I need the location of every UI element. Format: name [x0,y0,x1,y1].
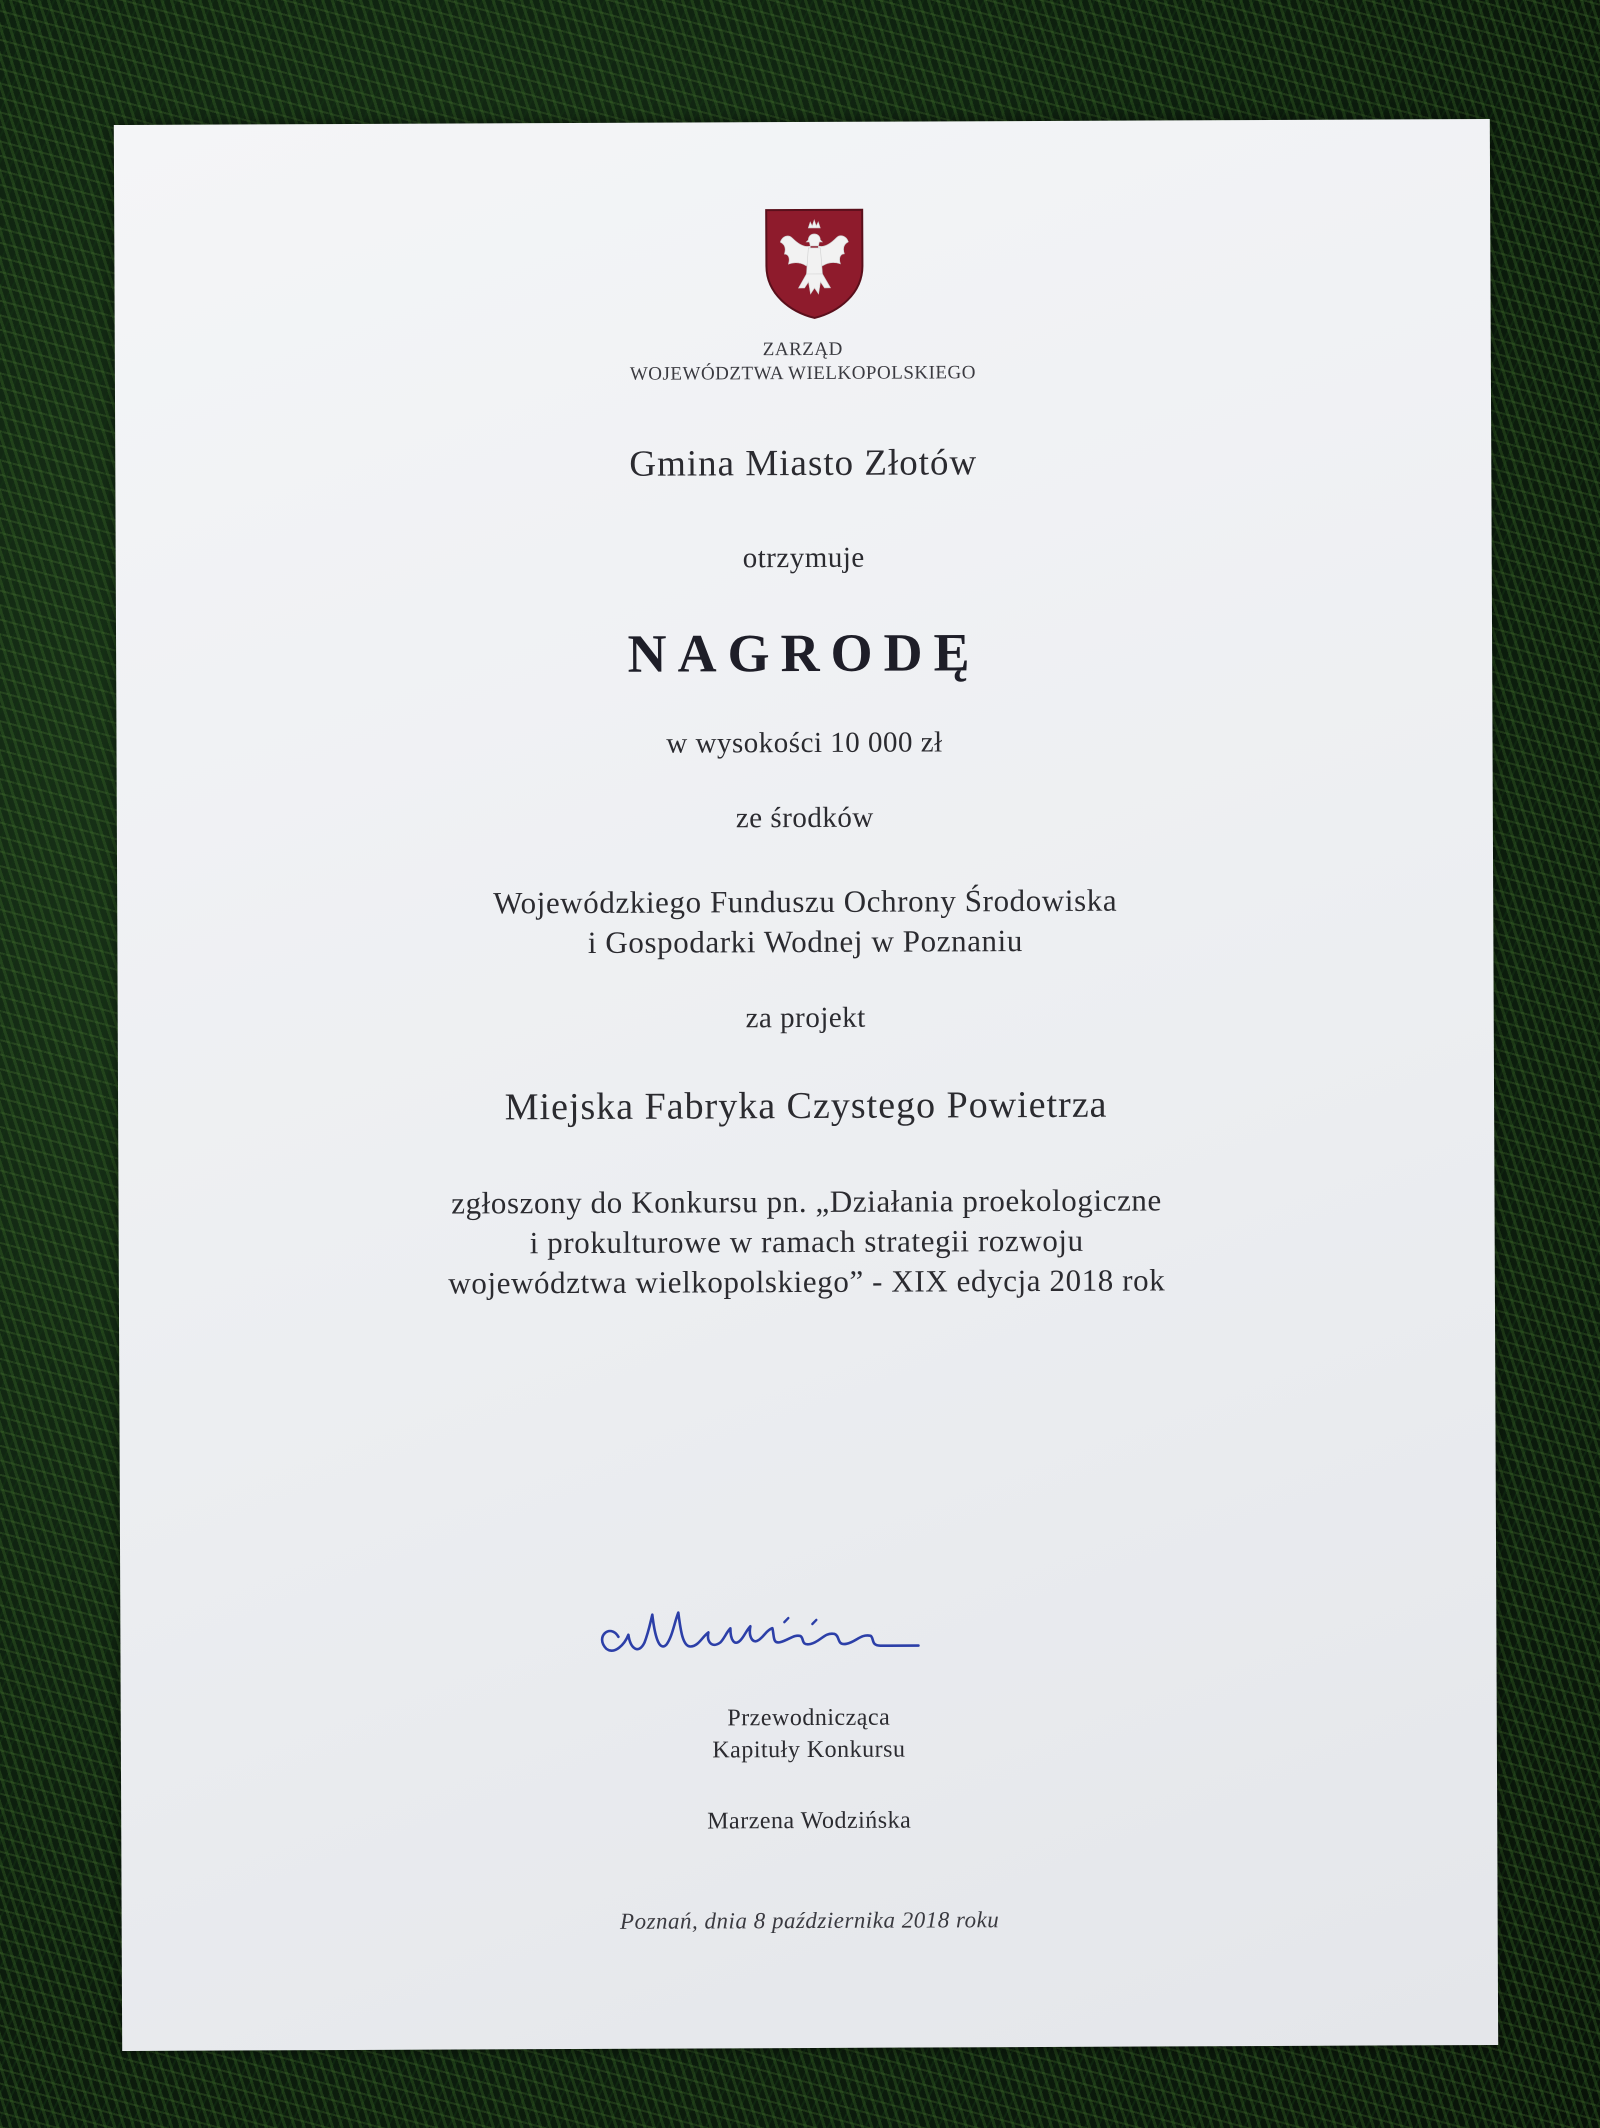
signatory-name: Marzena Wodzińska [707,1807,912,1835]
award-title: NAGRODĘ [627,622,981,684]
award-certificate [114,119,1498,2051]
project-name: Miejska Fabryka Czystego Powietrza [504,1083,1108,1129]
fund-line-2: i Gospodarki Wodnej w Poznaniu [587,923,1023,960]
eagle-coat-of-arms-icon [764,208,864,320]
contest-description [118,1179,1495,1305]
fund-name [117,879,1493,965]
project-intro: za projekt [745,1001,866,1035]
issuer-line-1: ZARZĄD [762,338,843,361]
role-line-2: Kapituły Konkursu [712,1736,906,1764]
handwritten-signature [588,1591,1008,1673]
contest-line-3: województwa wielkopolskiego” - XIX edycja 2018 rok [448,1262,1166,1301]
role-line-1: Przewodnicząca [727,1704,891,1732]
receives-text: otrzymuje [742,541,865,575]
recipient-name: Gmina Miasto Złotów [629,442,978,485]
contest-line-1: zgłoszony do Konkursu pn. „Działania proekologiczne [451,1182,1162,1221]
issuer-name [115,335,1491,389]
award-amount: w wysokości 10 000 zł [666,726,943,760]
issuer-line-2: WOJEWÓDZTWA WIELKOPOLSKIEGO [629,362,977,385]
signatory-role [121,1699,1497,1769]
contest-line-2: i prokulturowe w ramach strategii rozwoju [529,1222,1084,1261]
funding-intro: ze środków [735,801,874,835]
fund-line-1: Wojewódzkiego Funduszu Ochrony Środowiska [493,882,1118,921]
place-and-date: Poznań, dnia 8 października 2018 roku [619,1907,1000,1934]
